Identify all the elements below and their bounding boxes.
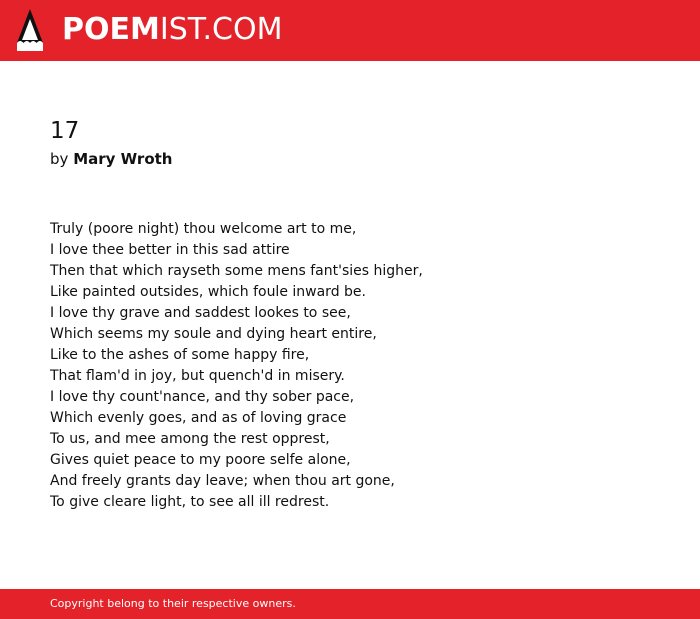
site-header (0, 0, 700, 61)
pencil-tip-icon (17, 9, 43, 51)
poem-line: Which evenly goes, and as of loving grace (50, 410, 347, 426)
poem-line: I love thy grave and saddest lookes to see, (50, 305, 351, 321)
poem-line: I love thee better in this sad attire (50, 242, 290, 258)
author-name: Mary Wroth (73, 150, 173, 168)
poem-line: Like to the ashes of some happy fire, (50, 347, 310, 363)
logo-bold-part: POEM (62, 12, 160, 47)
site-logo-text (62, 12, 282, 48)
copyright-text: Copyright belong to their respective owners. (50, 597, 296, 610)
poem-line: I love thy count'nance, and thy sober pace, (50, 389, 355, 405)
poem-line: Which seems my soule and dying heart entire, (50, 326, 377, 342)
byline (50, 149, 172, 169)
poem-line: Then that which rayseth some mens fant'sies higher, (50, 263, 423, 279)
logo-light-part: IST.COM (159, 12, 283, 47)
poem-line: That flam'd in joy, but quench'd in misery. (50, 368, 345, 384)
poem-line: Like painted outsides, which foule inward be. (50, 284, 366, 300)
poem-title: 17 (50, 118, 80, 144)
poem-line: To give cleare light, to see all ill redrest. (50, 494, 330, 510)
poem-body (50, 219, 423, 513)
poem-line: To us, and mee among the rest opprest, (50, 431, 330, 447)
by-label: by (50, 150, 69, 168)
site-footer (0, 589, 700, 619)
poem-line: Truly (poore night) thou welcome art to me, (50, 221, 357, 237)
poem-line: And freely grants day leave; when thou art gone, (50, 473, 395, 489)
poem-line: Gives quiet peace to my poore selfe alone, (50, 452, 351, 468)
